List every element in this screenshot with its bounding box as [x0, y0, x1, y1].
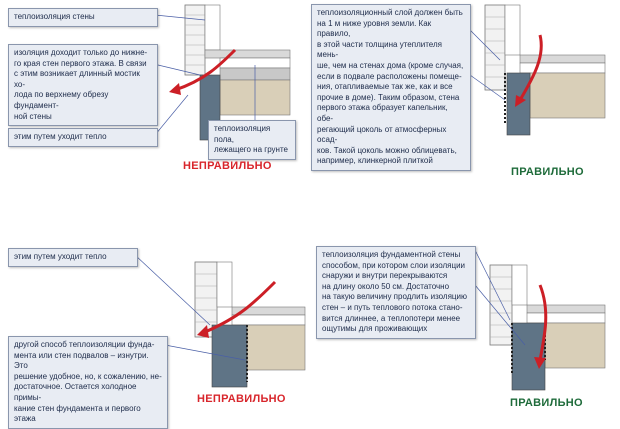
- verdict-bottom-left: НЕПРАВИЛЬНО: [197, 393, 286, 405]
- callout-right-insulation-depth: теплоизоляционный слой должен быть на 1 м ниже уровня земли. Как правило, в этой части толщина утеплителя мень- ше, чем на стенах дома (кроме случая, если в подвале расположены помеще- ния, отапливаемые так же, как и все прочие в доме). Таким образом, стена первого этажа образует капельник, обе- регающий цоколь от атмосферных осад- ков. Такой цоколь можно облицевать, например, клинкерной плиткой: [311, 4, 471, 171]
- verdict-top-left: НЕПРАВИЛЬНО: [183, 160, 272, 172]
- verdict-bottom-right: ПРАВИЛЬНО: [510, 397, 583, 409]
- callout-overlap-insulation: теплоизоляция фундаментной стены способом, при котором слои изоляции снаружи и внутри перекрываются на длину около 50 см. Достаточно на такую величину продлить изоляцию стен – и путь теплового потока стано- вится длиннее, а теплопотери менее ощутимы для проживающих: [316, 246, 476, 339]
- callout-heat-path-2: этим путем уходит тепло: [8, 248, 138, 267]
- callout-cold-bridge: изоляция доходит только до нижне- го края стен первого этажа. В связи с этим возникает длинный мостик хо- лода по верхнему обрезу фундамент- ной стены: [8, 44, 158, 126]
- verdict-top-right: ПРАВИЛЬНО: [511, 166, 584, 178]
- callout-wall-insulation: теплоизоляция стены: [8, 8, 158, 27]
- callout-heat-path: этим путем уходит тепло: [8, 128, 158, 147]
- callout-inside-insulation: другой способ теплоизоляции фунда- мента или стен подвалов – изнутри. Это решение удобное, но, к сожалению, не- достаточное. Остается холодное примы- кание стен фундамента и первого этажа: [8, 336, 168, 429]
- callout-floor-insulation: теплоизоляция пола, лежащего на грунте: [208, 120, 296, 160]
